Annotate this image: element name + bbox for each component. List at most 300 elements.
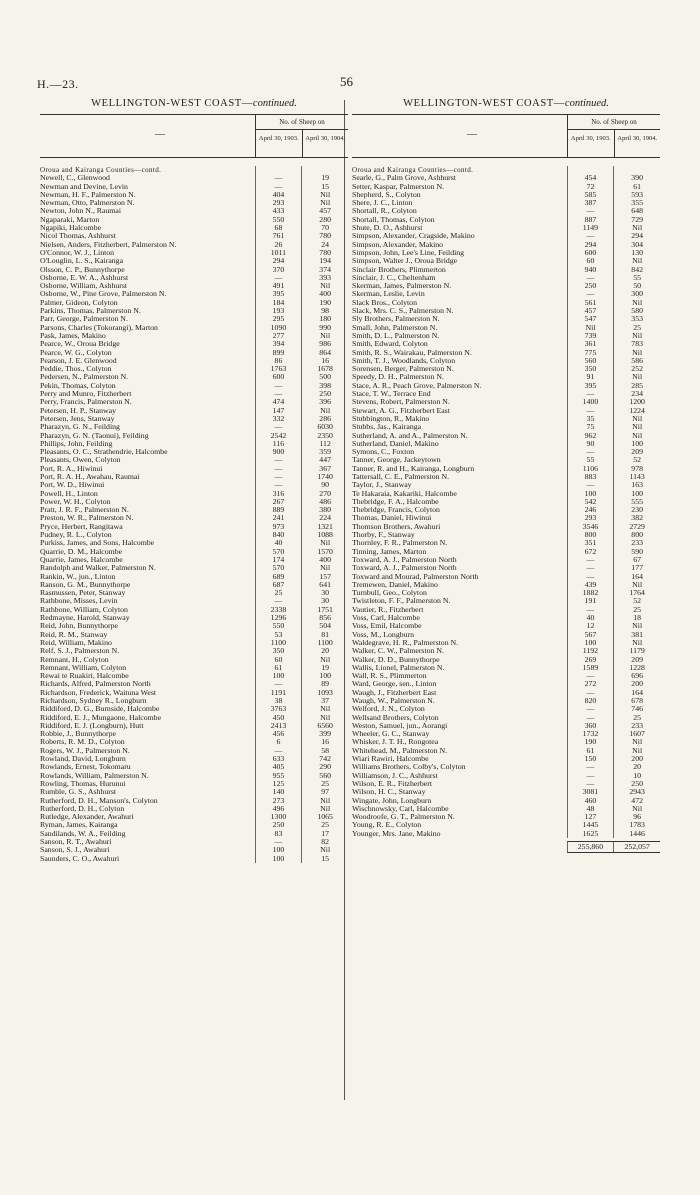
sheep-1904: 593 [613,191,660,199]
owner-name: Parr, George, Palmerston N. [40,315,128,324]
table-row [352,813,660,821]
owner-name: Roberts, R. M. D., Colyton [40,738,125,747]
owner-name: Thornley, F. R., Palmerston N. [352,539,448,548]
table-row [352,747,660,755]
table-row [352,390,660,398]
sheep-1903: 474 [255,398,302,406]
sheep-1903: 955 [255,772,302,780]
owner-name: Richards, Alfred, Palmerston North [40,680,151,689]
owner-name: Walker, D. D., Bunnythorpe [352,655,440,664]
sheep-1903: 889 [255,506,302,514]
owner-name: Thorby, F., Stanway [352,531,415,540]
sheep-1903: 542 [567,498,614,506]
sheep-1904: 472 [613,797,660,805]
sheep-1904: 98 [301,307,348,315]
sheep-1903: 820 [567,697,614,705]
sheep-1904: 367 [301,465,348,473]
owner-name: Newman and Devine, Levin [40,182,128,191]
sheep-1904: 30 [301,589,348,597]
table-row [40,415,348,423]
sheep-1904: 209 [613,448,660,456]
sheep-1903: — [255,390,302,398]
owner-name: Symons, C., Foxton [352,448,415,457]
owner-name: Whisker, J. T. H., Rongotea [352,738,439,747]
table-row [40,506,348,514]
owner-name: Sinclair Brothers, Plimmerton [352,265,446,274]
owner-name: Reid, R. M., Stanway [40,630,108,639]
sheep-1904: 97 [301,788,348,796]
table-row [352,382,660,390]
sheep-1904: 590 [613,548,660,556]
table-row [352,448,660,456]
sheep-1903: 295 [255,315,302,323]
table-row [352,340,660,348]
owner-name: Pearce, W. G., Colyton [40,348,112,357]
sheep-1903: 739 [567,332,614,340]
owner-name: Simpson, Walter J., Oroua Bridge [352,257,458,266]
table-row [352,266,660,274]
sheep-1904: 61 [613,183,660,191]
owner-name: Sly Brothers, Palmerston N. [352,315,440,324]
sheep-1903: — [567,290,614,298]
sheep-1904: 224 [301,514,348,522]
sheep-1903: 127 [567,813,614,821]
series-ref: H.—23. [37,77,79,91]
sheep-1904: 1143 [613,473,660,481]
sheep-1903: 40 [567,614,614,622]
sheep-1903: 1589 [567,664,614,672]
owner-name: Powell, H., Linton [40,489,98,498]
sheep-1903: 68 [255,224,302,232]
sheep-1904: Nil [613,349,660,357]
sheep-1904: Nil [613,639,660,647]
table-row [352,199,660,207]
sheep-1903: 1149 [567,224,614,232]
sheep-1903: 940 [567,266,614,274]
owner-name: Williamson, J. C., Ashhurst [352,771,438,780]
total-1904: 252,057 [613,841,660,853]
sheep-1904: Nil [301,714,348,722]
sheep-1903: 2413 [255,722,302,730]
sheep-1904: 400 [301,290,348,298]
sheep-1904: Nil [613,423,660,431]
sheep-1904: 164 [613,573,660,581]
owner-name: Thebridge, Francis, Colyton [352,506,440,515]
sheep-1904: 1764 [613,589,660,597]
table-row [40,290,348,298]
owner-name: Newman, H. F., Palmerston N. [40,190,136,199]
owner-name: Purkiss, James, and Sons, Halcombe [40,539,155,548]
table-row [40,365,348,373]
owner-name: Taylor, J., Stanway [352,481,412,490]
sheep-1904: 82 [301,838,348,846]
sheep-1904: 234 [613,390,660,398]
owner-name: Pharazyn, G. N., Feilding [40,423,120,432]
table-row [352,514,660,522]
sheep-1904: 2350 [301,432,348,440]
sheep-1904: 163 [613,481,660,489]
sheep-1904: 800 [613,531,660,539]
table-row [40,689,348,697]
owner-name: O'Connor, W. J., Linton [40,248,115,257]
table-row [352,556,660,564]
owner-name: Toxward, A. J., Palmerston North [352,555,457,564]
owner-name: Wall, R. S., Plimmerton [352,672,427,681]
owner-name: Ward, George, sen., Linton [352,680,437,689]
sheep-1903: 1296 [255,614,302,622]
sheep-1903: — [567,407,614,415]
sheep-1903: 491 [255,282,302,290]
table-row [352,332,660,340]
sheep-1904: 300 [613,290,660,298]
sheep-1903: 633 [255,755,302,763]
sheep-1903: 316 [255,490,302,498]
sheep-1904: 19 [301,664,348,672]
table-row [352,589,660,597]
owner-name: Voss, Emil, Halcombe [352,622,422,631]
owner-name: Stubbs, Jas., Kairanga [352,423,422,432]
sheep-1903: 193 [255,307,302,315]
sheep-1904: Nil [301,199,348,207]
table-row [40,772,348,780]
table-row [352,614,660,622]
sheep-1904: 500 [301,373,348,381]
table-row [352,772,660,780]
table-row [40,855,348,863]
table-row [352,357,660,365]
owner-name: Rathbone, Misses, Levin [40,597,118,606]
table-row [352,241,660,249]
owner-name: Sutherland, A. and A., Palmerston N. [352,431,468,440]
table-row [40,224,348,232]
table-row [40,432,348,440]
sheep-1903: 1100 [255,639,302,647]
sheep-1903: — [567,232,614,240]
owner-name: Turnbull, Geo., Colyton [352,589,427,598]
owner-name: Twistleton, F. F., Palmerston N. [352,597,451,606]
sheep-1903: 150 [567,755,614,763]
table-row [352,672,660,680]
table-row [352,257,660,265]
owner-name: Ngaparaki, Marton [40,215,100,224]
sheep-1904: 783 [613,340,660,348]
sheep-1903: 277 [255,332,302,340]
sheep-1903: 350 [255,647,302,655]
sheep-1904: 1200 [613,398,660,406]
sheep-1903: 883 [567,473,614,481]
owner-name: Tattersall, C. E., Palmerston N. [352,472,450,481]
sheep-1903: — [567,672,614,680]
sheep-1904: 304 [613,241,660,249]
sheep-1904: 58 [301,747,348,755]
owner-name: Rowlands, Ernest, Tokomaru [40,763,131,772]
owner-name: Wilson, E. R., Fitzherbert [352,779,433,788]
sheep-1904: 100 [301,672,348,680]
table-row [40,797,348,805]
sheep-1903: 55 [567,456,614,464]
table-row [40,514,348,522]
sheep-1903: 1192 [567,647,614,655]
sheep-1904: 96 [613,813,660,821]
sheep-1904: 18 [613,614,660,622]
sheep-1903: 60 [567,257,614,265]
table-row [40,183,348,191]
table-row [352,622,660,630]
sheep-1903: — [255,174,302,182]
table-row [352,539,660,547]
owner-name: Wingate, John, Longburn [352,796,432,805]
sheep-1904: 2943 [613,788,660,796]
sheep-1903: — [255,747,302,755]
sheep-1904: Nil [613,257,660,265]
table-row [352,440,660,448]
sheep-1903: 496 [255,805,302,813]
table-row [40,282,348,290]
table-row [40,614,348,622]
owner-name: Remnant, William, Colyton [40,663,127,672]
owner-name: Riddiford, E. J., Mungaone, Halcombe [40,713,162,722]
sheep-1904: 290 [301,763,348,771]
table-row [352,664,660,672]
table-row [40,257,348,265]
owner-name: Remnant, H., Colyton [40,655,109,664]
owner-name: Stevens, Robert, Palmerston N. [352,398,450,407]
table-row [352,506,660,514]
table-row [352,697,660,705]
sheep-1903: 775 [567,349,614,357]
sheep-1904: 678 [613,697,660,705]
table-row [352,714,660,722]
col-1904-header: April 30, 1904. [305,135,346,142]
table-row [352,365,660,373]
sheep-1903: 800 [567,531,614,539]
owner-name: Petersen, H. P., Stanway [40,406,117,415]
sheep-1904: 25 [301,821,348,829]
sheep-1904: 17 [301,830,348,838]
sheep-1903: 190 [567,738,614,746]
sheep-1903: 1090 [255,324,302,332]
sheep-1903: 332 [255,415,302,423]
owner-name: Pleasants, O. C., Strathendrie, Halcombe [40,448,168,457]
table-row [40,788,348,796]
table-row [352,290,660,298]
sheep-1904: 270 [301,490,348,498]
owner-name: Saunders, C. O., Awahuri [40,854,120,863]
sheep-1904: 641 [301,581,348,589]
sheep-1903: 585 [567,191,614,199]
sheep-1903: 395 [567,382,614,390]
sheep-1903: 241 [255,514,302,522]
table-row [352,183,660,191]
table-row [40,523,348,531]
sheep-1904: 230 [613,506,660,514]
owner-name: Tremewen, Daniel, Makino [352,580,438,589]
sheep-1903: 38 [255,697,302,705]
sheep-1903: 404 [255,191,302,199]
table-row [40,697,348,705]
sheep-1903: — [255,183,302,191]
owner-name: Pekin, Thomas, Colyton [40,381,116,390]
sheep-1904: 1224 [613,407,660,415]
totals-row [352,841,660,853]
owner-name: Rutherford, D. H., Manson's, Colyton [40,796,158,805]
table-row [352,780,660,788]
sheep-1904: 280 [301,216,348,224]
table-row [40,423,348,431]
owner-name: O'Louglin, L. S., Kairanga [40,257,124,266]
sheep-1904: 52 [613,456,660,464]
table-row [40,846,348,854]
table-row [40,780,348,788]
table-row [40,299,348,307]
table-row [40,398,348,406]
sheep-1904: 81 [301,631,348,639]
table-row [352,705,660,713]
table-row [40,199,348,207]
owner-name: Reid, William, Makino [40,638,112,647]
sheep-1904: Nil [613,224,660,232]
sheep-1903: — [567,556,614,564]
owner-name: Nicol Thomas, Ashhurst [40,232,116,241]
sheep-1904: 200 [613,680,660,688]
sheep-1903: 1882 [567,589,614,597]
owner-name: Port, R. A. H., Awahau, Raumai [40,472,140,481]
owner-name: Riddiford, E. J. (Longburn), Hutt [40,721,144,730]
sheep-1904: 100 [613,440,660,448]
owner-name: Sandilands, W. A., Feilding [40,829,126,838]
sheep-1903: 40 [255,539,302,547]
sheep-1903: 550 [255,216,302,224]
sheep-1904: 396 [301,398,348,406]
sheep-1903: 12 [567,622,614,630]
table-row [40,656,348,664]
sheep-1904: 233 [613,539,660,547]
table-row [352,722,660,730]
owner-name: Thomas, Daniel, Hiwinui [352,514,432,523]
owner-name: Pudney, R. L., Colyton [40,531,112,540]
sheep-1903: 61 [567,747,614,755]
table-row [352,498,660,506]
table-row [40,249,348,257]
sheep-1903: — [567,390,614,398]
table-row [40,315,348,323]
sheep-1904: 374 [301,266,348,274]
owner-name: Sorensen, Berger, Palmerston N. [352,365,454,374]
sheep-1904: 864 [301,349,348,357]
sheep-1904: 16 [301,738,348,746]
table-row [352,232,660,240]
owner-name: Smith, R. S., Wairakau, Palmerston N. [352,348,472,357]
owner-name: Rewai te Ruakiri, Halcombe [40,672,129,681]
owner-name: Preston, W. R., Palmerston N. [40,514,134,523]
sheep-1904: 382 [613,514,660,522]
owner-name: Voss, M., Longburn [352,630,415,639]
sheep-1903: 2338 [255,606,302,614]
sheep-1903: 687 [255,581,302,589]
sheep-1904: 399 [301,730,348,738]
table-row [40,548,348,556]
sheep-1903: — [255,456,302,464]
sheep-1903: 457 [567,307,614,315]
table-row [40,174,348,182]
sheep-1903: 351 [567,539,614,547]
owner-name: Pleasants, Owen, Colyton [40,456,121,465]
table-row [352,473,660,481]
right-column [352,98,660,853]
owner-name: Nielsen, Anders, Fitzherbert, Palmerston N. [40,240,177,249]
owner-name: Pryce, Herbert, Rangitawa [40,522,123,531]
owner-name: Power, W. H., Colyton [40,497,111,506]
owner-name: Pratt, J. R. F., Palmerston N. [40,506,129,515]
page-number: 56 [340,74,353,89]
sheep-1903: 75 [567,423,614,431]
sheep-1903: 1763 [255,365,302,373]
table-row [40,680,348,688]
table-row [40,730,348,738]
sheep-1903: 3081 [567,788,614,796]
sheep-1903: 83 [255,830,302,838]
sheep-1903: 273 [255,797,302,805]
table-row [40,324,348,332]
owner-name: Wellsand Brothers, Colyton [352,713,439,722]
owner-name: Shortall, Thomas, Colyton [352,215,435,224]
owner-name: Osborne, William, Ashhurst [40,282,128,291]
owner-name: Sinclair, J. C., Cheltenham [352,273,436,282]
sheep-1904: 112 [301,440,348,448]
table-row [40,465,348,473]
owner-name: Phillips, John, Feilding [40,439,113,448]
sheep-1903: 35 [567,415,614,423]
table-row [40,241,348,249]
sheep-1903: 1732 [567,730,614,738]
sheep-1904: 380 [301,506,348,514]
owner-name: Port, R. A., Hiwinui [40,464,103,473]
sheep-1903: — [255,382,302,390]
table-row [352,282,660,290]
sheep-1903: 91 [567,373,614,381]
sheep-1904: 856 [301,614,348,622]
table-row [352,606,660,614]
owner-name: Voss, Carl, Halcombe [352,614,420,623]
table-row [352,597,660,605]
table-row [40,606,348,614]
table-row [40,531,348,539]
owner-name: Perry, Francis, Palmerston N. [40,398,132,407]
owner-name: Ranson, G. M., Bunnythorpe [40,580,131,589]
table-row [352,274,660,282]
sheep-1903: 147 [255,407,302,415]
sheep-1904: 390 [613,174,660,182]
sheep-1903: — [567,763,614,771]
owner-name: Williams Brothers, Colby's, Colyton [352,763,466,772]
sheep-1904: 986 [301,340,348,348]
table-row [352,465,660,473]
sheep-1904: 50 [613,282,660,290]
owner-name: Quarrie, James, Halcombe [40,555,123,564]
sheep-1904: Nil [301,282,348,290]
table-row [352,224,660,232]
sheep-1904: 250 [613,780,660,788]
owner-name: Robbie, J., Bunnythorpe [40,730,117,739]
sheep-1904: Nil [301,539,348,547]
sheep-1903: 294 [255,257,302,265]
sheep-1903: — [567,714,614,722]
sheep-1904: 355 [613,199,660,207]
table-row [40,274,348,282]
owner-name: Wallis, Lionel, Palmerston N. [352,663,445,672]
sheep-1903: 3546 [567,523,614,531]
owner-name: Shortall, R., Colyton [352,207,417,216]
